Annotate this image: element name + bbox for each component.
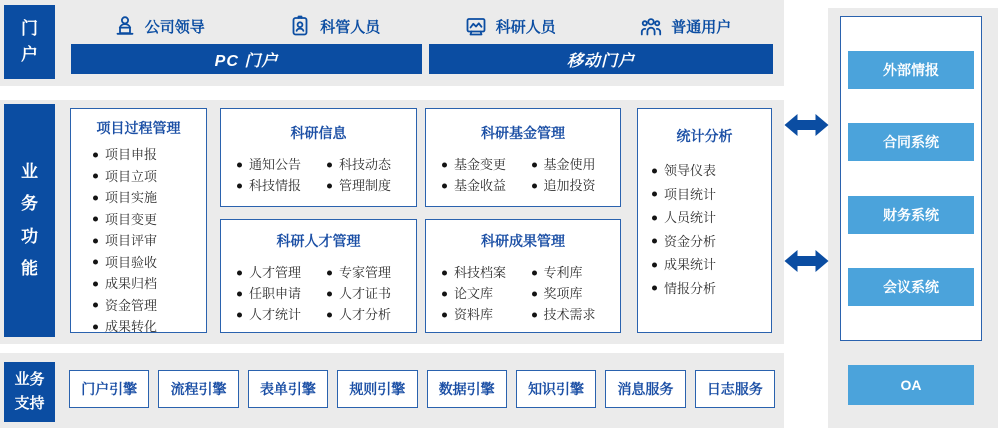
module-item: 基金使用: [531, 154, 621, 175]
system-contract[interactable]: 合同系统: [848, 123, 974, 161]
user-label: 公司领导: [144, 18, 205, 36]
business-support-section: [0, 353, 784, 428]
module-research-info[interactable]: [220, 108, 417, 207]
user-general: [598, 9, 774, 43]
module-item: 人员统计: [651, 206, 771, 230]
module-title: 科研人才管理: [276, 233, 361, 249]
module-item: 论文库: [441, 283, 531, 304]
module-item: 科技档案: [441, 262, 531, 283]
module-item: 科技动态: [326, 154, 416, 175]
system-meeting[interactable]: 会议系统: [848, 268, 974, 306]
module-item: 项目申报: [92, 144, 206, 166]
module-item: 奖项库: [531, 283, 621, 304]
module-item: 项目验收: [92, 252, 206, 274]
portal-section: [0, 0, 784, 86]
module-item: 人才管理: [236, 262, 326, 283]
user-label: 科研人员: [495, 18, 556, 36]
module-item: 任职申请: [236, 283, 326, 304]
module-item-list: [236, 154, 416, 196]
portal-side-label-text: 门户: [21, 18, 38, 64]
module-title: 科研信息: [290, 125, 347, 141]
engine-data[interactable]: 数据引擎: [427, 370, 507, 408]
module-project-process[interactable]: [70, 108, 207, 333]
business-side-label: [4, 104, 55, 337]
engine-workflow[interactable]: 流程引擎: [158, 370, 238, 408]
module-item: 基金变更: [441, 154, 531, 175]
module-item-list: [236, 262, 416, 325]
module-item: 资料库: [441, 304, 531, 325]
service-message[interactable]: 消息服务: [605, 370, 685, 408]
module-item-list: [651, 159, 771, 300]
external-systems-panel: [828, 8, 998, 428]
engine-form[interactable]: 表单引擎: [248, 370, 328, 408]
service-log[interactable]: 日志服务: [695, 370, 775, 408]
module-item: 项目实施: [92, 187, 206, 209]
engine-knowledge[interactable]: 知识引擎: [516, 370, 596, 408]
system-finance[interactable]: 财务系统: [848, 196, 974, 234]
module-item: 资金管理: [92, 295, 206, 317]
module-achievement-management[interactable]: [425, 219, 621, 333]
module-item: 专家管理: [326, 262, 416, 283]
bidirectional-arrow-top: [784, 109, 829, 141]
module-item: 领导仪表: [651, 159, 771, 183]
module-item: 项目变更: [92, 209, 206, 231]
module-talent-management[interactable]: [220, 219, 417, 333]
module-item: 资金分析: [651, 230, 771, 254]
module-item: 人才统计: [236, 304, 326, 325]
module-title: 科研基金管理: [481, 125, 565, 141]
module-item: 人才分析: [326, 304, 416, 325]
module-title: 科研成果管理: [481, 233, 565, 249]
module-item: 科技情报: [236, 175, 326, 196]
system-oa[interactable]: OA: [848, 365, 974, 405]
user-label: 科管人员: [320, 18, 381, 36]
module-item: 技术需求: [531, 304, 621, 325]
module-item: 成果统计: [651, 253, 771, 277]
leader-laptop-icon: [113, 14, 137, 38]
module-item: 成果归档: [92, 273, 206, 295]
portal-users-row: [71, 9, 773, 43]
user-label: 普通用户: [671, 18, 732, 36]
engine-portal[interactable]: 门户引擎: [69, 370, 149, 408]
external-systems-box: [840, 16, 982, 341]
module-title: 项目过程管理: [96, 120, 181, 136]
engine-row: [69, 370, 775, 408]
system-external-intel[interactable]: 外部情报: [848, 51, 974, 89]
module-item-list: [441, 154, 620, 196]
module-item: 项目统计: [651, 183, 771, 207]
module-title: 统计分析: [676, 128, 733, 144]
pc-portal-bar[interactable]: PC 门户: [71, 44, 422, 74]
support-side-label-text: 业务支持: [14, 371, 45, 412]
id-badge-icon: [288, 14, 312, 38]
business-functions-section: [0, 100, 784, 344]
module-item: 基金收益: [441, 175, 531, 196]
module-item-list: [441, 262, 620, 325]
module-statistics-analysis[interactable]: [637, 108, 772, 333]
module-item: 项目评审: [92, 230, 206, 252]
module-item-list: [92, 144, 206, 338]
module-item: 情报分析: [651, 277, 771, 301]
module-item: 人才证书: [326, 283, 416, 304]
support-side-label: [4, 362, 55, 422]
portal-side-label: [4, 5, 55, 79]
monitor-chart-icon: [464, 14, 488, 38]
user-group-icon: [639, 14, 663, 38]
business-side-label-text: 业务功能: [21, 161, 38, 278]
user-company-leader: [71, 9, 247, 43]
module-item: 追加投资: [531, 175, 621, 196]
module-fund-management[interactable]: [425, 108, 621, 207]
module-item: 成果转化: [92, 316, 206, 338]
user-researcher: [422, 9, 598, 43]
module-item: 管理制度: [326, 175, 416, 196]
engine-rule[interactable]: 规则引擎: [337, 370, 417, 408]
module-item: 专利库: [531, 262, 621, 283]
user-sci-admin: [247, 9, 423, 43]
mobile-portal-bar[interactable]: 移动门户: [429, 44, 773, 74]
module-item: 项目立项: [92, 166, 206, 188]
portal-bars: [71, 44, 773, 74]
module-item: 通知公告: [236, 154, 326, 175]
bidirectional-arrow-bottom: [784, 245, 829, 277]
